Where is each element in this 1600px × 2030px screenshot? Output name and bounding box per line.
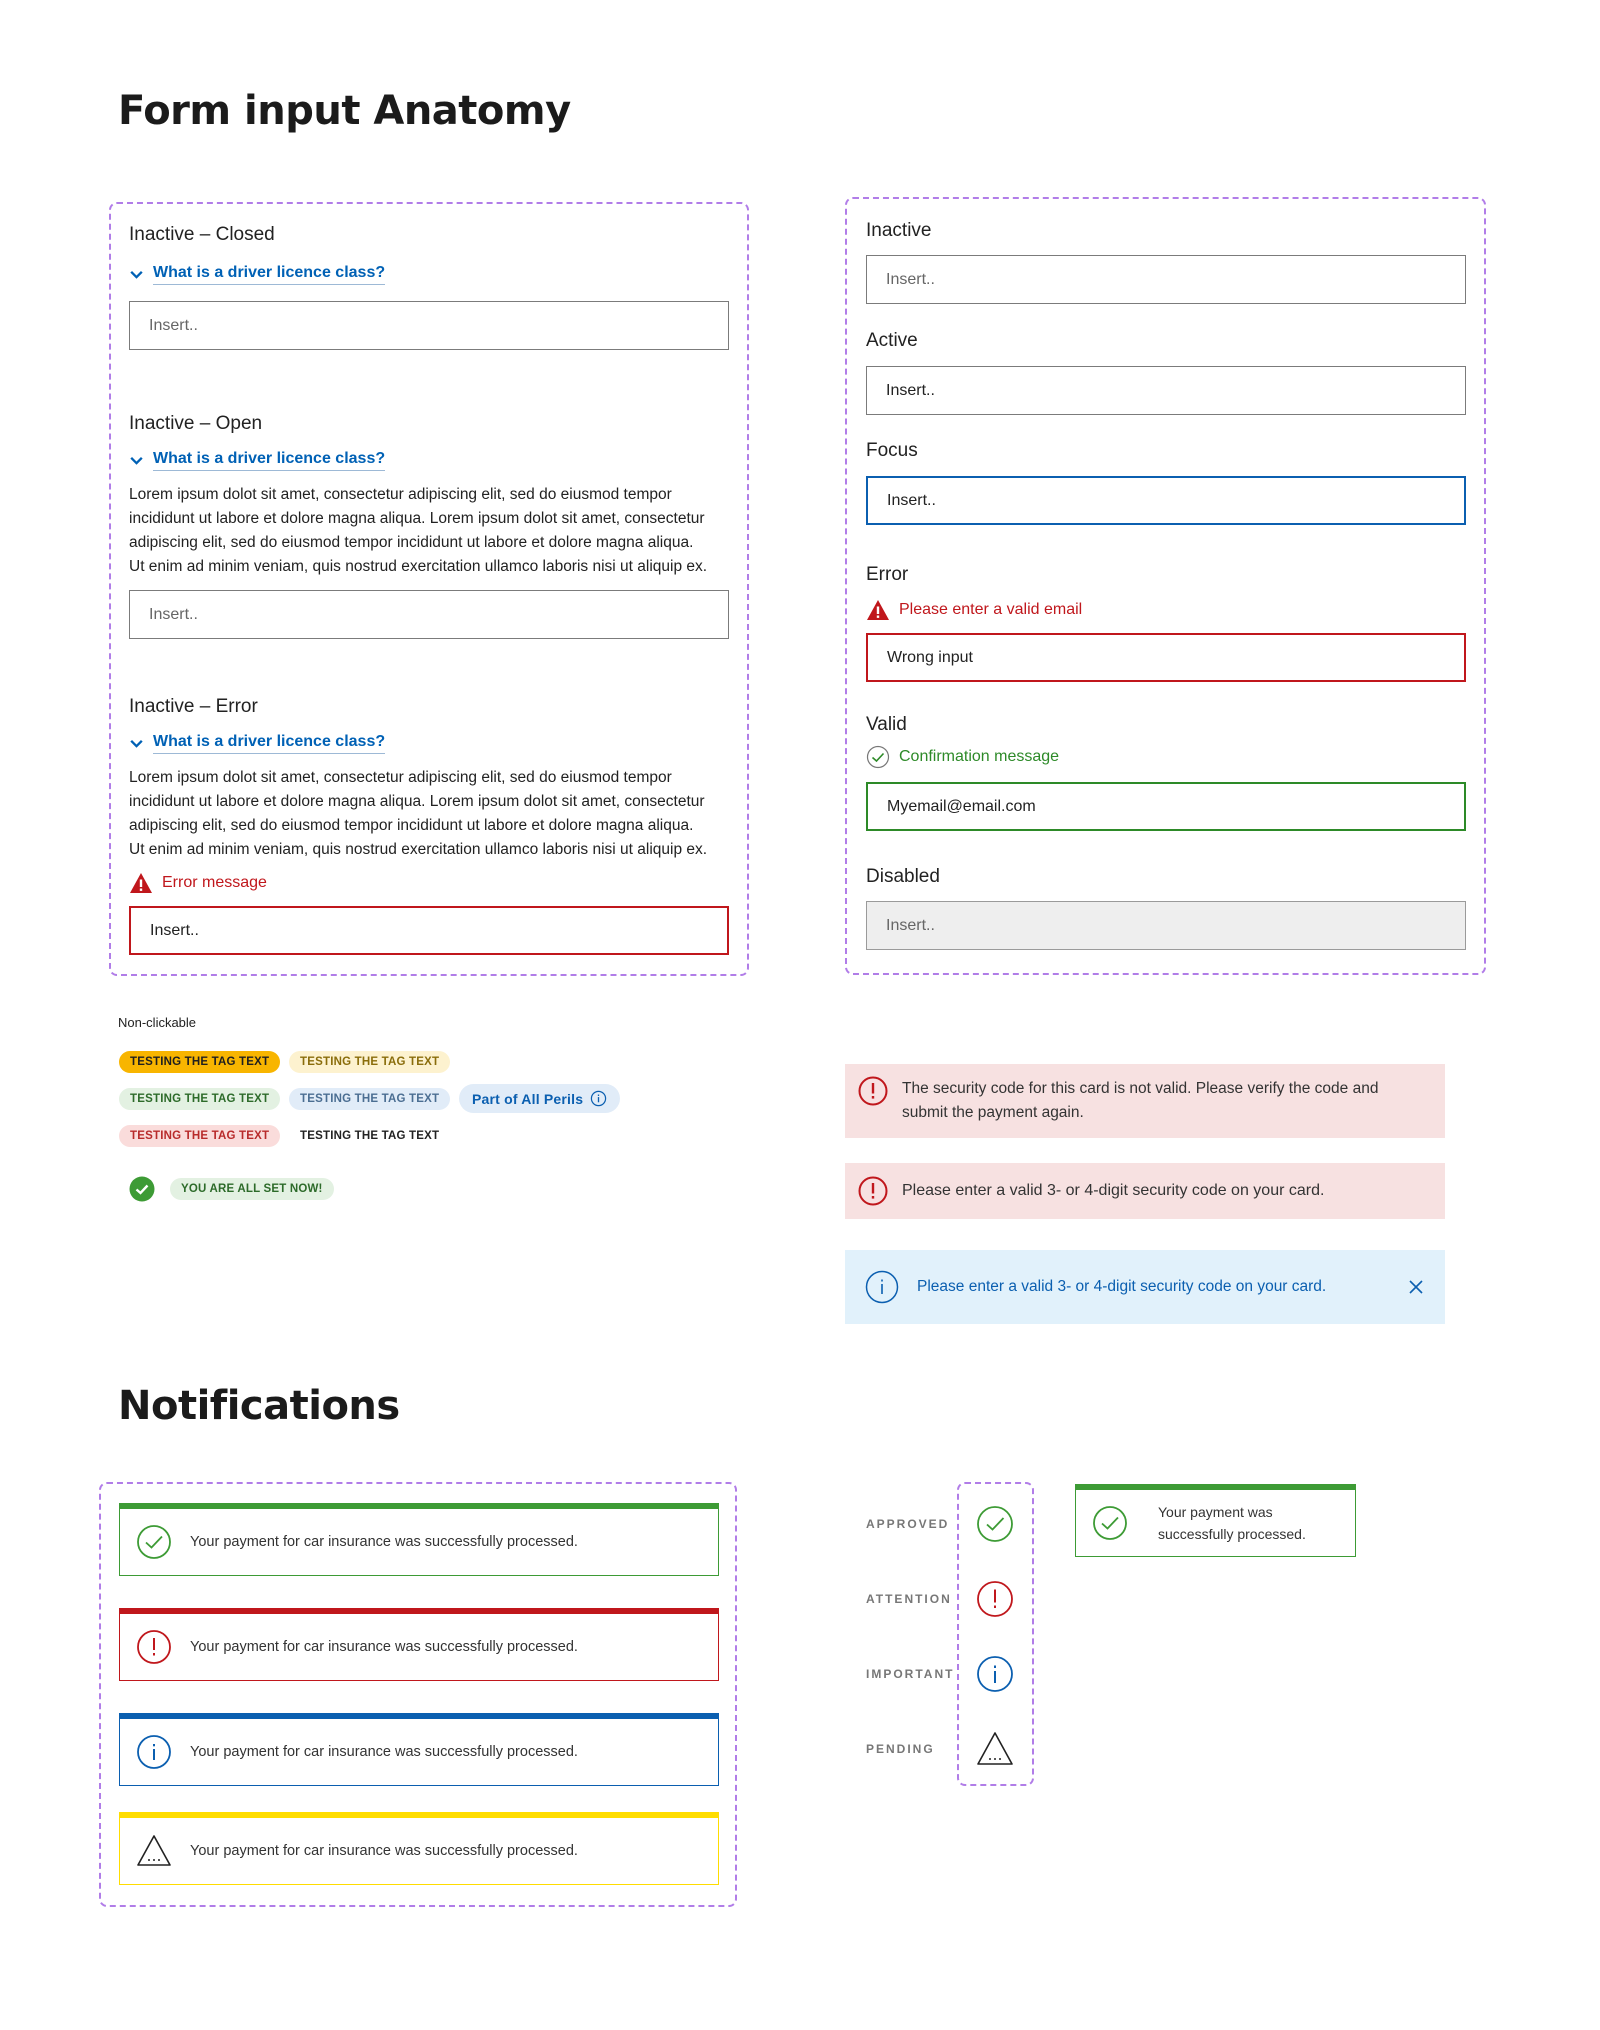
warning-triangle-icon bbox=[129, 872, 153, 894]
input-error[interactable] bbox=[129, 906, 729, 955]
input-value: Wrong input bbox=[887, 648, 973, 666]
help-line: incididunt ut labore et dolore magna aliqua. Lorem ipsum dolot sit amet, consectetur bbox=[129, 793, 705, 810]
tag-text: TESTING THE TAG TEXT bbox=[130, 1056, 270, 1068]
help-content-error bbox=[129, 766, 749, 862]
status-label-pending: PENDING bbox=[866, 1742, 935, 1756]
input-value: Insert.. bbox=[150, 921, 199, 939]
notification-text: Your payment for car insurance was successfully processed. bbox=[190, 1534, 578, 1550]
tag-yellow-strong bbox=[119, 1051, 280, 1073]
notification-text: Your payment for car insurance was successfully processed. bbox=[190, 1843, 578, 1859]
help-link-closed[interactable] bbox=[128, 264, 385, 285]
info-circle-icon bbox=[590, 1090, 607, 1107]
confirmation-message bbox=[866, 745, 1059, 769]
tag-perils bbox=[459, 1084, 620, 1113]
notification-line: Your payment was bbox=[1158, 1504, 1273, 1520]
chevron-down-icon bbox=[128, 452, 145, 469]
alert-security-enter bbox=[845, 1163, 1445, 1219]
tags-heading: Non-clickable bbox=[118, 1015, 197, 1030]
status-label-approved: APPROVED bbox=[866, 1517, 950, 1531]
error-message bbox=[129, 872, 267, 894]
info-circle-icon bbox=[865, 1270, 899, 1304]
error-message-text: Please enter a valid email bbox=[899, 601, 1083, 618]
input-open[interactable] bbox=[129, 590, 729, 639]
close-icon[interactable] bbox=[1408, 1279, 1424, 1295]
right-states-panel bbox=[845, 197, 1486, 975]
input-error-email[interactable] bbox=[866, 633, 1466, 682]
tag-text: TESTING THE TAG TEXT bbox=[130, 1130, 270, 1142]
help-link-text[interactable]: What is a driver licence class? bbox=[153, 450, 385, 471]
exclamation-circle-icon bbox=[136, 1629, 172, 1665]
tag-text: TESTING THE TAG TEXT bbox=[300, 1056, 440, 1068]
help-link-text[interactable]: What is a driver licence class? bbox=[153, 733, 385, 754]
help-link-error[interactable] bbox=[128, 733, 385, 754]
notification-compact bbox=[1075, 1484, 1356, 1557]
help-line: incididunt ut labore et dolore magna aliqua. Lorem ipsum dolot sit amet, consectetur bbox=[129, 510, 705, 527]
notification-line: successfully processed. bbox=[1158, 1526, 1306, 1542]
input-placeholder: Insert.. bbox=[886, 916, 935, 934]
chevron-down-icon bbox=[128, 266, 145, 283]
state-label-open: Inactive – Open bbox=[129, 413, 263, 434]
tag-text: TESTING THE TAG TEXT bbox=[300, 1130, 440, 1142]
tag-green-soft bbox=[119, 1088, 280, 1110]
attention-exclamation-icon bbox=[976, 1580, 1014, 1618]
notification-warning bbox=[119, 1812, 719, 1885]
help-link-open[interactable] bbox=[128, 450, 385, 471]
state-label-focus: Focus bbox=[866, 440, 918, 461]
state-label-disabled: Disabled bbox=[866, 866, 940, 887]
input-focus[interactable] bbox=[866, 476, 1466, 525]
notification-info bbox=[119, 1713, 719, 1786]
tag-yellow-soft bbox=[289, 1051, 450, 1073]
input-value: Insert.. bbox=[887, 491, 936, 509]
check-circle-icon bbox=[866, 745, 890, 769]
tag-text: Part of All Perils bbox=[472, 1090, 584, 1107]
alert-text: Please enter a valid 3- or 4-digit security code on your card. bbox=[902, 1182, 1325, 1199]
tag-text: YOU ARE ALL SET NOW! bbox=[181, 1183, 323, 1195]
help-line: Ut enim ad minim veniam, quis nostrud exercitation ullamco laboris nisi ut aliquip ex. bbox=[129, 841, 708, 858]
exclamation-circle-icon bbox=[858, 1176, 888, 1206]
alert-line: submit the payment again. bbox=[902, 1104, 1084, 1121]
important-info-icon bbox=[976, 1655, 1014, 1693]
help-line: adipiscing elit, sed do eiusmod tempor incididunt ut labore et dolore magna aliqua. bbox=[129, 817, 694, 834]
input-value: Insert.. bbox=[886, 381, 935, 399]
notification-text bbox=[1158, 1501, 1306, 1545]
check-circle-icon bbox=[1092, 1505, 1128, 1541]
state-label-closed: Inactive – Closed bbox=[129, 224, 275, 245]
input-placeholder: Insert.. bbox=[886, 270, 935, 288]
tag-all-set bbox=[170, 1178, 334, 1200]
notification-success bbox=[119, 1503, 719, 1576]
input-placeholder: Insert.. bbox=[149, 605, 198, 623]
input-disabled bbox=[866, 901, 1466, 950]
email-error-message bbox=[866, 599, 1082, 621]
notification-text: Your payment for car insurance was successfully processed. bbox=[190, 1639, 578, 1655]
notifications-title: Notifications bbox=[118, 1383, 400, 1429]
help-line: Lorem ipsum dolot sit amet, consectetur adipiscing elit, sed do eiusmod tempor bbox=[129, 486, 672, 503]
check-circle-icon bbox=[136, 1524, 172, 1560]
state-label-valid: Valid bbox=[866, 714, 907, 735]
state-label-active: Active bbox=[866, 330, 918, 351]
alert-security-invalid bbox=[845, 1064, 1445, 1138]
tag-red-soft bbox=[119, 1125, 280, 1147]
input-closed[interactable] bbox=[129, 301, 729, 350]
help-line: Lorem ipsum dolot sit amet, consectetur adipiscing elit, sed do eiusmod tempor bbox=[129, 769, 672, 786]
approved-check-icon bbox=[976, 1505, 1014, 1543]
input-active[interactable] bbox=[866, 366, 1466, 415]
error-message-text: Error message bbox=[162, 874, 267, 891]
notification-error bbox=[119, 1608, 719, 1681]
input-valid[interactable] bbox=[866, 782, 1466, 831]
confirmation-text: Confirmation message bbox=[899, 748, 1060, 765]
alert-info bbox=[845, 1250, 1445, 1324]
help-content-open bbox=[129, 483, 749, 579]
status-label-attention: ATTENTION bbox=[866, 1592, 952, 1606]
help-line: adipiscing elit, sed do eiusmod tempor incididunt ut labore et dolore magna aliqua. bbox=[129, 534, 694, 551]
help-link-text[interactable]: What is a driver licence class? bbox=[153, 264, 385, 285]
alert-text: Please enter a valid 3- or 4-digit security code on your card. bbox=[917, 1278, 1327, 1295]
input-placeholder: Insert.. bbox=[149, 316, 198, 334]
tag-plain bbox=[289, 1125, 450, 1147]
alert-text bbox=[902, 1077, 1378, 1125]
state-label-inactive: Inactive bbox=[866, 220, 932, 241]
tag-text: TESTING THE TAG TEXT bbox=[130, 1093, 270, 1105]
chevron-down-icon bbox=[128, 735, 145, 752]
state-label-error-right: Error bbox=[866, 564, 909, 585]
exclamation-circle-icon bbox=[858, 1076, 888, 1106]
input-inactive[interactable] bbox=[866, 255, 1466, 304]
info-circle-icon bbox=[136, 1734, 172, 1770]
input-value: Myemail@email.com bbox=[887, 797, 1036, 815]
warning-triangle-icon bbox=[136, 1834, 172, 1868]
check-filled-icon bbox=[129, 1176, 155, 1202]
form-anatomy-title: Form input Anatomy bbox=[118, 88, 571, 134]
tag-blue-soft bbox=[289, 1088, 450, 1110]
state-label-error: Inactive – Error bbox=[129, 696, 258, 717]
help-line: Ut enim ad minim veniam, quis nostrud exercitation ullamco laboris nisi ut aliquip ex. bbox=[129, 558, 708, 575]
tag-text: TESTING THE TAG TEXT bbox=[300, 1093, 440, 1105]
alert-line: The security code for this card is not valid. Please verify the code and bbox=[902, 1080, 1379, 1097]
pending-triangle-icon bbox=[976, 1731, 1014, 1767]
warning-triangle-icon bbox=[866, 599, 890, 621]
notification-text: Your payment for car insurance was successfully processed. bbox=[190, 1744, 578, 1760]
status-label-important: IMPORTANT bbox=[866, 1667, 955, 1681]
